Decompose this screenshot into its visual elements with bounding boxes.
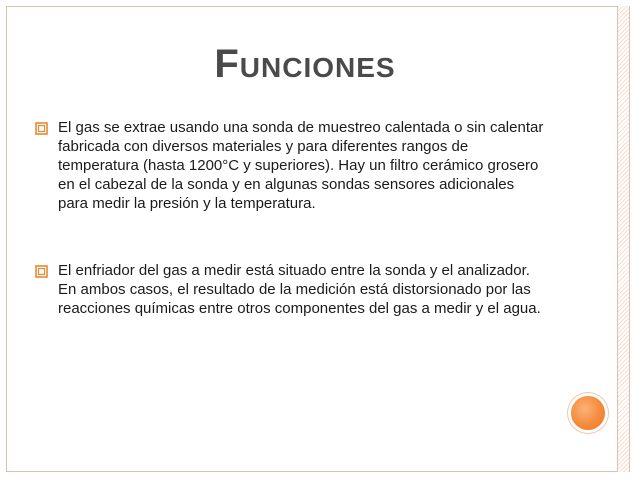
open-square-bullet-icon — [35, 265, 48, 278]
open-square-bullet-icon — [35, 122, 48, 135]
bullet-item — [34, 118, 544, 213]
slide-title: Funciones — [214, 42, 396, 86]
bullet-item — [34, 261, 544, 318]
decorative-side-strip — [617, 6, 629, 472]
bullet-text: El enfriador del gas a medir está situado entre la sonda y el analizador. En ambos casos, el resultado de la medición está distorsionado por las reacciones químicas entre otros componentes del gas a medir y el agua. — [58, 262, 541, 317]
orange-circle-icon — [571, 396, 605, 430]
bullet-text: El gas se extrae usando una sonda de muestreo calentada o sin calentar fabricada con diversos materiales y para diferentes rangos de temperatura (hasta 1200°C y superiores). Hay un filtro cerámico grosero en el cabezal de la sonda y en algunas sondas sensores adicionales para medir la presión y la temperatura. — [58, 119, 544, 212]
bullet-list — [34, 118, 544, 318]
